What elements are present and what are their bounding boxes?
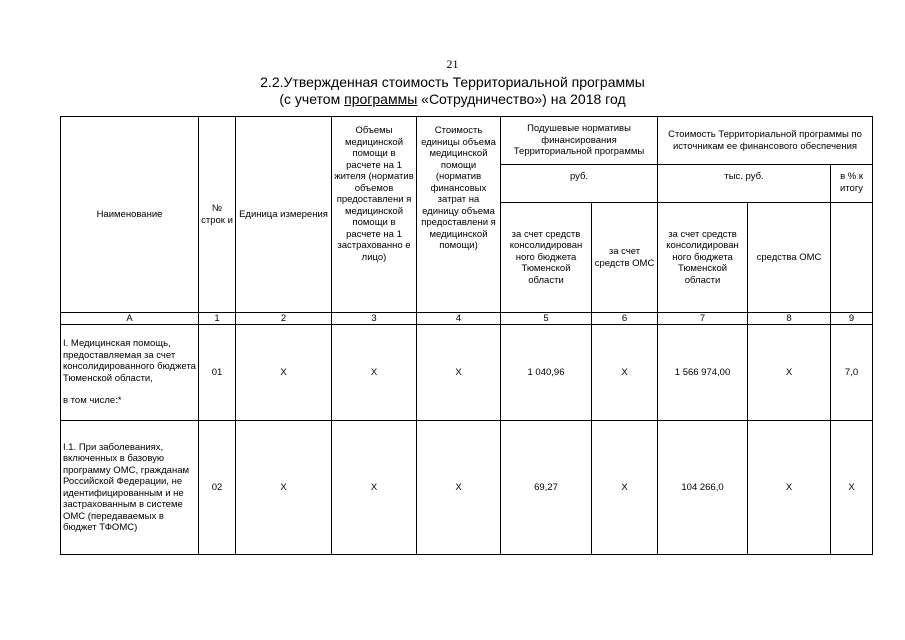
row-cost-oms: Х <box>748 325 831 421</box>
row-pc-budget: 69,27 <box>501 421 592 555</box>
row-unit: Х <box>236 325 332 421</box>
column-number: 7 <box>658 313 748 325</box>
header-unit: Единица измерения <box>236 117 332 313</box>
column-number: А <box>61 313 199 325</box>
column-number: 3 <box>332 313 417 325</box>
column-number: 5 <box>501 313 592 325</box>
title-line2-suffix: «Сотрудничество») на 2018 год <box>417 91 626 107</box>
column-number: 8 <box>748 313 831 325</box>
row-no: 01 <box>199 325 236 421</box>
header-oms-funds-b: средства ОМС <box>748 203 831 313</box>
row-pc-oms: Х <box>592 421 658 555</box>
row-pc-budget: 1 040,96 <box>501 325 592 421</box>
column-number: 1 <box>199 313 236 325</box>
header-volumes: Объемы медицинской помощи в расчете на 1 жителя (норматив объемов предоставлени я медицинской помощи в расчете на 1 застрахованно е лицо) <box>332 117 417 313</box>
row-name: I.1. При заболеваниях, включенных в базовую программу ОМС, гражданам Российской Федерации, не идентифицированным и не застрахованным в системе ОМС (передаваемых в бюджет ТФОМС) <box>61 421 199 555</box>
header-oms-funds-a: за счет средств ОМС <box>592 203 658 313</box>
row-cost: Х <box>417 325 501 421</box>
row-name-main: I. Медицинская помощь, предоставляемая за счет консолидированного бюджета Тюменской области, <box>63 338 196 384</box>
row-pct: 7,0 <box>831 325 873 421</box>
column-number: 6 <box>592 313 658 325</box>
table-row <box>61 325 873 421</box>
title-line2 <box>0 91 905 108</box>
row-volume: Х <box>332 421 417 555</box>
header-pct-empty <box>831 203 873 313</box>
column-number: 4 <box>417 313 501 325</box>
title-line2-prefix: (с учетом <box>279 91 345 107</box>
header-row-no: № строк и <box>199 117 236 313</box>
row-name <box>61 325 199 421</box>
cost-table <box>60 116 873 555</box>
header-budget-funds-b: за счет средств консолидирован ного бюджета Тюменской области <box>658 203 748 313</box>
row-cost: Х <box>417 421 501 555</box>
header-cost-by-source: Стоимость Территориальной программы по источникам ее финансового обеспечения <box>658 117 873 165</box>
document-title <box>0 74 905 108</box>
row-volume: Х <box>332 325 417 421</box>
row-cost-budget: 104 266,0 <box>658 421 748 555</box>
row-no: 02 <box>199 421 236 555</box>
table-row <box>61 421 873 555</box>
row-name-extra: в том числе:* <box>63 395 122 407</box>
header-pct-total: в % к итогу <box>831 165 873 203</box>
title-line1: 2.2.Утвержденная стоимость Территориальной программы <box>260 74 645 90</box>
column-number: 2 <box>236 313 332 325</box>
header-budget-funds-a: за счет средств консолидирован ного бюджета Тюменской области <box>501 203 592 313</box>
column-number: 9 <box>831 313 873 325</box>
header-per-capita: Подушевые нормативы финансирования Территориальной программы <box>501 117 658 165</box>
program-link[interactable]: программы <box>344 91 418 107</box>
header-name: Наименование <box>61 117 199 313</box>
page-number: 21 <box>446 57 459 71</box>
header-rub: руб. <box>501 165 658 203</box>
row-pct: Х <box>831 421 873 555</box>
header-unit-cost: Стоимость единицы объема медицинской помощи (норматив финансовых затрат на единицу объема предоставлени я медицинской помощи) <box>417 117 501 313</box>
column-numbers-row <box>61 313 873 325</box>
row-pc-oms: Х <box>592 325 658 421</box>
header-thous-rub: тыс. руб. <box>658 165 831 203</box>
row-cost-budget: 1 566 974,00 <box>658 325 748 421</box>
row-unit: Х <box>236 421 332 555</box>
row-cost-oms: Х <box>748 421 831 555</box>
